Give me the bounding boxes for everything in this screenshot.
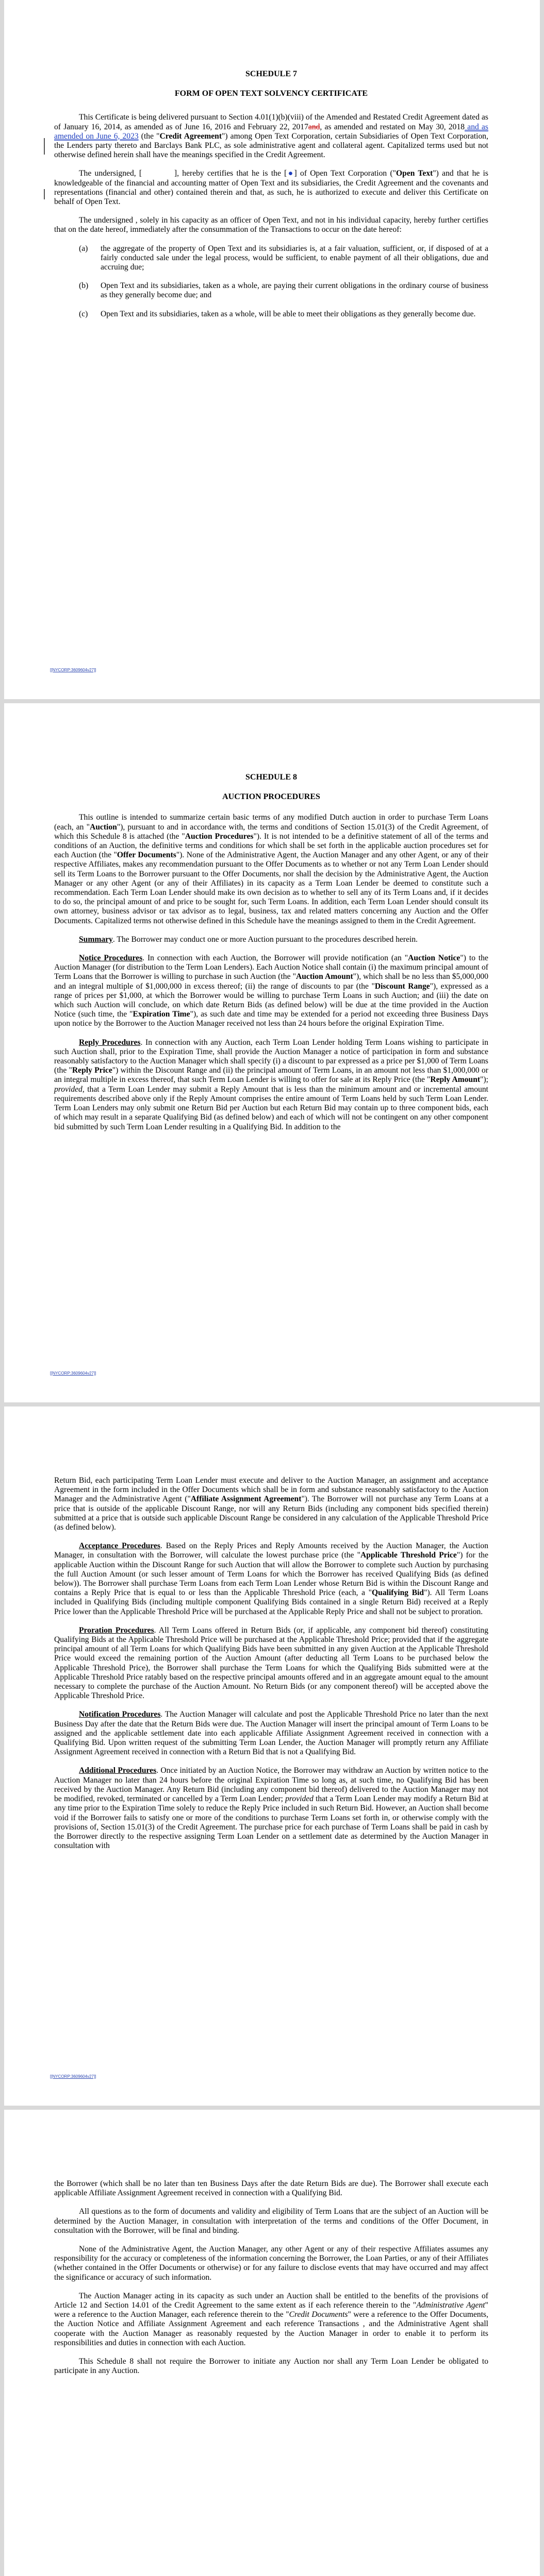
section-title: AUCTION PROCEDURES [222, 792, 320, 802]
page-content [54, 2179, 488, 2385]
paragraph: This Certificate is being delivered pursuant to Section 4.01(1)(b)(viii) of the Amended and Restated Credit Agreement dated as of January 16, 2014, as amended as of June 16, 2016 and February 22, 2017and, as amended and restated on May 30, 2018 and as amended on June 6, 2023 (the "Credit Agreement") among Open Text Corporation, certain Subsidiaries of Open Text Corporation, the Lenders party thereto and Barclays Bank PLC, as sole administrative agent and collateral agent. Capitalized terms used but not otherwise defined herein shall have the meanings specified in the Credit Agreement. [54, 113, 488, 160]
paragraph: All questions as to the form of documents and validity and eligibility of Term Loans that are the subject of an Auction will be determined by the Auction Manager, in consultation with interpretation of the terms and conditions of the Offer Document, in consultation with the Borrower, will be final and binding. [54, 2207, 488, 2235]
paragraph: Notification Procedures. The Auction Manager will calculate and post the Applicable Threshold Price no later than the next Business Day after the date that the Return Bids were due. The Auction Manager will insert the principal amount of Term Loans to be assigned and the applicable settlement date into each applicable Affiliate Assignment Agreement received in connection with a Qualifying Bid. Upon written request of the submitting Term Loan Lender, the Auction Manager will promptly return any Affiliate Assignment Agreement received in connection with a Return Bid that is not a Qualifying Bid. [54, 1710, 488, 1757]
document-page-3 [4, 1406, 540, 2106]
placeholder-marker: ● [287, 169, 294, 178]
paragraph: Additional Procedures. Once initiated by an Auction Notice, the Borrower may withdraw an Auction by written notice to the Auction Manager no later than 24 hours before the original Expiration Time so long as, at such time, no Qualifying Bid has been received by the Auction Manager. Any Return Bid (including any component bid thereof) delivered to the Auction Manager may not be modified, revoked, terminated or cancelled by a Term Loan Lender; provided that a Term Loan Lender may modify a Return Bid at any time prior to the Expiration Time solely to reduce the Reply Price included in such Return Bid. However, an Auction shall become void if the Borrower fails to satisfy one or more of the conditions to purchase Term Loans set forth in, or otherwise comply with the provisions of, Section 15.01(3) of the Credit Agreement. The purchase price for each purchase of Term Loans shall be paid in cash by the Borrower directly to the respective assigning Term Loan Lender on a settlement date as determined by the Auction Manager in consultation with [54, 1766, 489, 1851]
inserted-text: and as amended on June 6, 2023 [54, 122, 488, 141]
document-page-4 [4, 2110, 540, 2576]
document-id-footer: [[NYCORP:3609604v27]] [50, 1371, 96, 1376]
page-content [54, 1476, 488, 1860]
page-content [54, 70, 488, 328]
page-content [54, 773, 488, 1141]
paragraph: Notice Procedures. In connection with each Auction, the Borrower will provide notification (an "Auction Notice") to the Auction Manager (for distribution to the Term Loan Lenders). Each Auction Notice shall contain (i) the maximum principal amount of Term Loans that the Borrower is willing to purchase in such Auction (the "Auction Amount"), which shall be no less than $5,000,000 and an integral multiple of $1,000,000 in excess thereof; (ii) the range of discounts to par (the "Discount Range"), expressed as a range of prices per $1,000, at which the Borrower would be willing to purchase Term Loans in such Auction; and (iii) the date on which such Auction will conclude, on which date Return Bids (as defined below) will be due at the time provided in the Auction Notice (such time, the "Expiration Time"), as such date and time may be extended for a period not exceeding three Business Days upon notice by the Borrower to the Auction Manager received not less than 24 hours before the original Expiration Time. [54, 954, 488, 1028]
document-id-footer: [[NYCORP:3609604v27]] [50, 2074, 96, 2079]
change-bar [44, 138, 45, 155]
paragraph: Return Bid, each participating Term Loan Lender must execute and deliver to the Auction Manager, an assignment and acceptance Agreement in the form included in the Offer Documents which shall be in form and substance reasonably satisfactory to the Auction Manager and the Administrative Agent ("Affiliate Assignment Agreement"). The Borrower will not purchase any Term Loans at a price that is outside of the applicable Discount Range, nor will any Return Bids (including any component bids specified therein) submitted at a price that is outside such applicable Discount Range be considered in any calculation of the Applicable Threshold Price (as defined below). [54, 1476, 488, 1532]
document-page-2 [4, 703, 540, 1402]
paragraph: This outline is intended to summarize certain basic terms of any modified Dutch auction in order to purchase Term Loans (each, an "Auction"), pursuant to and in accordance with, the terms and conditions of Section 15.01(3) of the Credit Agreement, of which this Schedule 8 is attached (the "Auction Procedures"). It is not intended to be a definitive statement of all of the terms and conditions of an Auction, the definitive terms and conditions for which shall be set forth in the applicable auction procedures set for each Auction (the "Offer Documents"). None of the Administrative Agent, the Auction Manager and any other Agent, or any of their respective Affiliates, makes any recommendation pursuant to the Offer Documents as to whether or not any Term Loan Lender should sell its Term Loans to the Borrower pursuant to the Offer Documents, nor shall the decision by the Administrative Agent, the Auction Manager or any other Agent (or any of their Affiliates) in its capacity as a Term Loan Lender be deemed to constitute such a recommendation. Each Term Loan Lender should make its own decision as to whether to sell any of its Term Loans and, if it decides to do so, the principal amount of and price to be sought for, such Term Loans. In addition, each Term Loan Lender should consult its own attorney, business advisor or tax advisor as to legal, business, tax and related matters concerning any Auction and the Offer Documents. Capitalized terms not otherwise defined in this Schedule have the meanings assigned to them in the Credit Agreement. [54, 813, 488, 925]
paragraph: Summary. The Borrower may conduct one or more Auction pursuant to the procedures described herein. [79, 935, 418, 944]
paragraph: This Schedule 8 shall not require the Borrower to initiate any Auction nor shall any Term Loan Lender be obligated to participate in any Auction. [54, 2357, 488, 2376]
document-id-footer: [[NYCORP:3609604v27]] [50, 668, 96, 672]
change-bar [44, 189, 45, 199]
form-title: FORM OF OPEN TEXT SOLVENCY CERTIFICATE [174, 89, 368, 98]
paragraph: the Borrower (which shall be no later than ten Business Days after the date Return Bids are due). The Borrower shall execute each applicable Affiliate Assignment Agreement received in connection with a Qualifying Bid. [54, 2179, 488, 2198]
paragraph: The Auction Manager acting in its capacity as such under an Auction shall be entitled to the benefits of the provisions of Article 12 and Section 14.01 of the Credit Agreement to the same extent as if each reference therein to the "Administrative Agent" were a reference to the Auction Manager, each reference therein to the "Credit Documents" were a reference to the Offer Documents, the Auction Notice and Affiliate Assignment Agreement and each reference Transactions , and the Administrative Agent shall cooperate with the Auction Manager as reasonably requested by the Auction Manager in order to enable it to perform its responsibilities and duties in connection with each Auction. [54, 2291, 488, 2347]
paragraph: Proration Procedures. All Term Loans offered in Return Bids (or, if applicable, any component bid thereof) constituting Qualifying Bids at the Applicable Threshold Price will be purchased at the Applicable Threshold Price; provided that if the aggregate principal amount of all Term Loans for which Qualifying Bids have been submitted in any given Auction at the Applicable Threshold Price would exceed the remaining portion of the Auction Amount (after deducting all Term Loans to be purchased below the Applicable Threshold Price), the Borrower shall purchase the Term Loans for which the Qualifying Bids submitted were at the Applicable Threshold Price ratably based on the respective principal amounts offered and in an aggregate amount equal to the amount necessary to complete the purchase of the Auction Amount. No Return Bids (or any component thereof) will be accepted above the Applicable Threshold Price. [54, 1625, 488, 1701]
paragraph: None of the Administrative Agent, the Auction Manager, any other Agent or any of their respective Affiliates assumes any responsibility for the accuracy or completeness of the information concerning the Borrower, the Loan Parties, or any of their Affiliates (whether contained in the Offer Documents or otherwise) or for any failure to disclose events that may have occurred and may affect the significance or accuracy of such information. [54, 2245, 488, 2282]
list-item: (c) Open Text and its subsidiaries, taken as a whole, will be able to meet their obligations as they generally become due. [79, 309, 476, 318]
list-item: (b) Open Text and its subsidiaries, taken as a whole, are paying their current obligations in the ordinary course of business as they generally become due; and [79, 281, 488, 300]
document-page-1 [4, 0, 540, 699]
paragraph: Reply Procedures. In connection with any Auction, each Term Loan Lender holding Term Loans wishing to participate in such Auction shall, prior to the Expiration Time, shall provide the Auction Manager a notice of participation in form and substance reasonably satisfactory to the Auction Manager which shall specify (i) a discount to par expressed as a price per $1,000 of Term Loans (the "Reply Price") within the Discount Range and (ii) the principal amount of Term Loans, in an amount not less than $1,000,000 or an integral multiple in excess thereof, that such Term Loan Lender is willing to offer for sale at its Reply Price (the "Reply Amount"); provided, that a Term Loan Lender may submit a Reply Amount that is less than the minimum amount and or incremental amount requirements described above only if the Reply Amount comprises the entire amount of Term Loans held by such Term Loan Lender. Term Loan Lenders may only submit one Return Bid per Auction but each Return Bid may contain up to three component bids, each of which may result in a separate Qualifying Bid (as defined below) and each of which will not be contingent on any other component bid submitted by such Term Loan Lender resulting in a Qualifying Bid. In addition to the [54, 1038, 488, 1131]
paragraph: The undersigned , solely in his capacity as an officer of Open Text, and not in his individual capacity, hereby further certifies that on the date hereof, immediately after the consummation of the Transactions to occur on the date hereof: [54, 216, 488, 234]
paragraph: Acceptance Procedures. Based on the Reply Prices and Reply Amounts received by the Auction Manager, the Auction Manager, in consultation with the Borrower, will calculate the lowest purchase price (the "Applicable Threshold Price") for the applicable Auction within the Discount Range for such Auction that will allow the Borrower to complete such Auction by purchasing the full Auction Amount (or such lesser amount of Term Loans for which the Borrower has received Qualifying Bids (as defined below)). The Borrower shall purchase Term Loans from each Term Loan Lender whose Return Bid is within the Discount Range and contains a Reply Price that is equal to or less than the Applicable Threshold Price (each, a "Qualifying Bid"). All Term Loans included in Qualifying Bids (including multiple component Qualifying Bids contained in a single Return Bid) received at a Reply Price lower than the Applicable Threshold Price will be purchased at the Applicable Reply Price and shall not be subject to proration. [54, 1541, 489, 1616]
schedule-title: SCHEDULE 7 [245, 70, 298, 78]
list-item: (a) the aggregate of the property of Open Text and its subsidiaries is, at a fair valuation, sufficient, or, if disposed of at a fairly conducted sale under the legal process, would be sufficient, to enable payment of all their obligations, due and accruing due; [79, 244, 488, 272]
paragraph: The undersigned, [ ], hereby certifies that he is the [●] of Open Text Corporation ("Open Text") and that he is knowledgeable of the financial and accounting matter of Open Text and its subsidiaries, the Credit Agreement and the covenants and representations (financial and other) contained therein and that, as such, he is authorized to execute and deliver this Certificate on behalf of Open Text. [54, 169, 489, 207]
schedule-title: SCHEDULE 8 [245, 773, 298, 782]
deleted-text: and [308, 122, 320, 131]
